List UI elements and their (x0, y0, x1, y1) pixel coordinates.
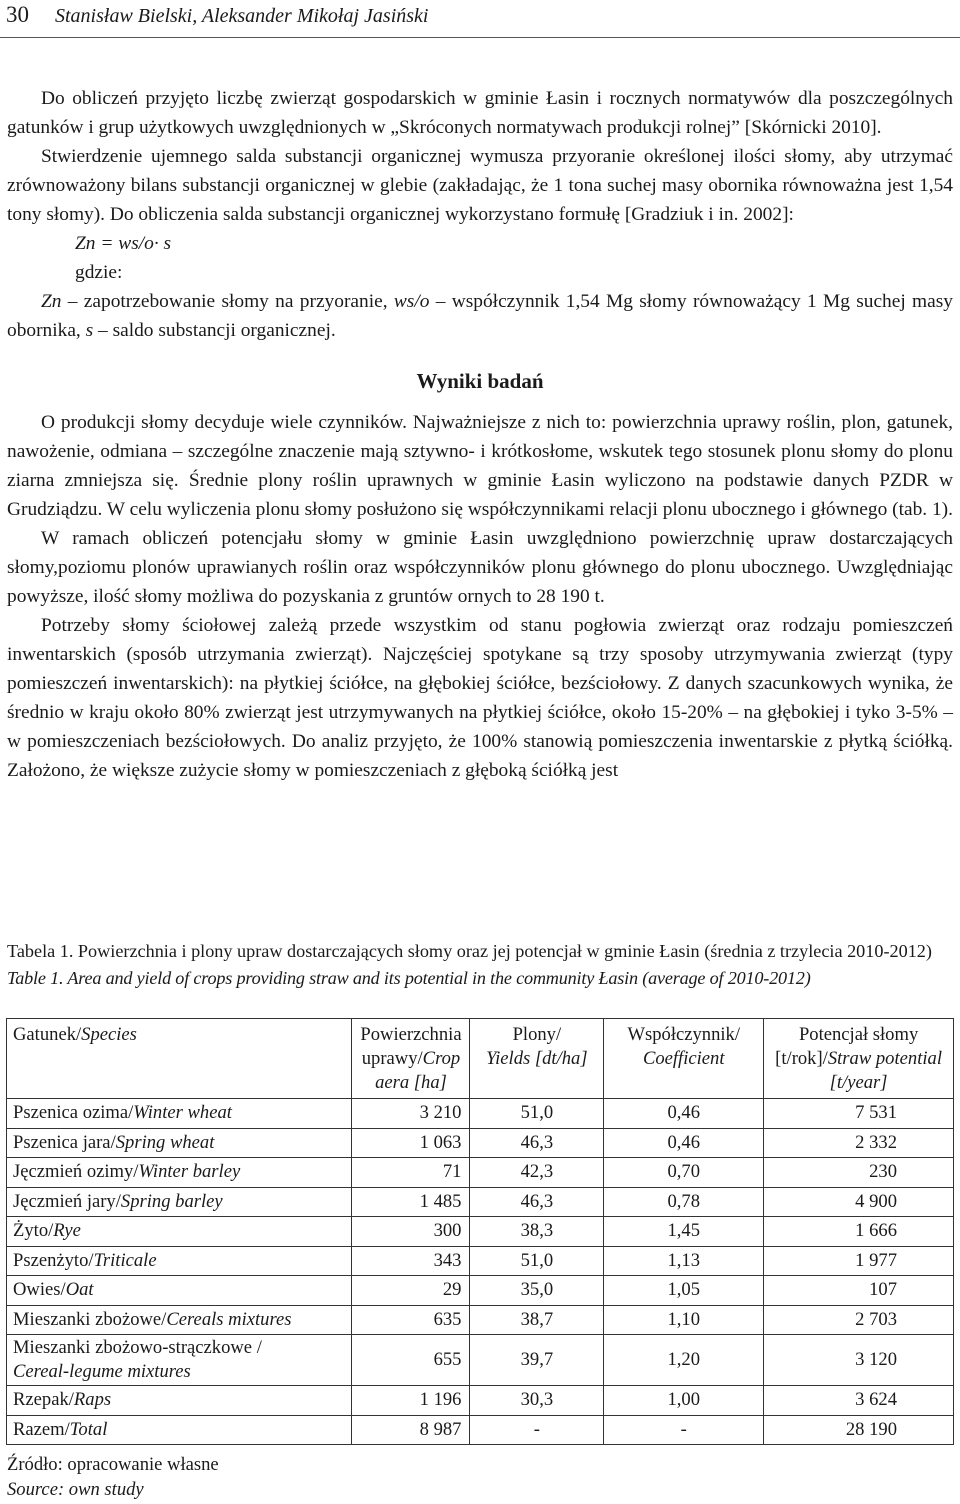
cell-area: 71 (352, 1158, 470, 1188)
definition-ws-o: – współczynnik 1,54 Mg słomy równoważący 1 Mg suchej masy obornika, (7, 291, 953, 341)
cell-yield: - (470, 1415, 604, 1445)
header-potential: Potencjał słomy [t/rok]/Straw potential [t/year] (764, 1019, 954, 1099)
cell-yield: 38,3 (470, 1217, 604, 1247)
cell-potential: 2 703 (764, 1305, 954, 1335)
table-row (7, 1158, 954, 1188)
table-row (7, 1187, 954, 1217)
table-row (7, 1246, 954, 1276)
paragraph-straw-potential: W ramach obliczeń potencjału słomy w gminie Łasin uwzględniono powierzchnię upraw dostarczających słomy,poziomu plonów uprawianych roślin oraz współczynników plonu głównego do plonu ubocznego. Uwzględniając powyższe, ilość słomy możliwa do pozyskania z gruntów ornych to 28 190 t. (7, 528, 953, 607)
table-row (7, 1305, 954, 1335)
cell-yield: 51,0 (470, 1099, 604, 1129)
cell-species: Mieszanki zbożowo-strączkowe / Cereal-legume mixtures (7, 1335, 352, 1386)
formula-definitions (7, 287, 953, 345)
cell-potential: 3 120 (764, 1335, 954, 1386)
page-number: 30 (6, 2, 29, 27)
cell-yield: 39,7 (470, 1335, 604, 1386)
formula-where-label: gdzie: (75, 262, 123, 283)
cell-coefficient: 0,46 (604, 1099, 764, 1129)
cell-species: Razem/Total (7, 1415, 352, 1445)
cell-potential: 3 624 (764, 1386, 954, 1416)
cell-species: Rzepak/Raps (7, 1386, 352, 1416)
table-row (7, 1276, 954, 1306)
cell-coefficient: 1,20 (604, 1335, 764, 1386)
symbol-s: s (85, 320, 94, 341)
header-coefficient: Współczynnik/ Coefficient (604, 1019, 764, 1099)
cell-species: Owies/Oat (7, 1276, 352, 1306)
paragraph-straw-factors: O produkcji słomy decyduje wiele czynników. Najważniejsze z nich to: powierzchnia uprawy roślin, plon, gatunek, nawożenie, odmiana – szczególne znaczenie mają sztywno- i krótkosłome, wskutek tego stosunek plonu słomy do plonu ziarna zmniejsza się. Średnie plony roślin uprawnych w gminie Łasin wyliczono na podstawie danych PZDR w Grudziądzu. W celu wyliczenia plonu słomy posłużono się współczynnikami relacji plonu ubocznego i głównego (tab. 1). (7, 412, 953, 520)
cell-coefficient: 0,78 (604, 1187, 764, 1217)
running-head-authors: Stanisław Bielski, Aleksander Mikołaj Jasiński (55, 5, 429, 27)
table-row (7, 1386, 954, 1416)
table-caption (7, 938, 955, 992)
symbol-zn: Zn (41, 291, 62, 312)
cell-area: 635 (352, 1305, 470, 1335)
cell-area: 343 (352, 1246, 470, 1276)
symbol-ws-o: ws/o (393, 291, 430, 312)
cell-species: Jęczmień jary/Spring barley (7, 1187, 352, 1217)
cell-potential: 4 900 (764, 1187, 954, 1217)
table-row (7, 1335, 954, 1386)
cell-coefficient: 1,00 (604, 1386, 764, 1416)
cell-potential: 2 332 (764, 1128, 954, 1158)
cell-area: 1 485 (352, 1187, 470, 1217)
cell-yield: 35,0 (470, 1276, 604, 1306)
cell-potential: 1 977 (764, 1246, 954, 1276)
cell-coefficient: 0,46 (604, 1128, 764, 1158)
table-row (7, 1099, 954, 1129)
table-caption-pl: Tabela 1. Powierzchnia i plony upraw dostarczających słomy oraz jej potencjał w gminie Łasin (średnia z trzylecia 2010-2012) (7, 941, 932, 961)
cell-area: 1 196 (352, 1386, 470, 1416)
section-heading: Wyniki badań (416, 369, 544, 393)
cell-area: 8 987 (352, 1415, 470, 1445)
table-header-row (7, 1019, 954, 1099)
cell-yield: 42,3 (470, 1158, 604, 1188)
paragraph-organic-balance: Stwierdzenie ujemnego salda substancji organicznej wymusza przyoranie określonej ilości słomy, aby utrzymać zrównoważony bilans substancji organicznej w glebie (zakładając, że 1 tona suchej masy obornika równoważna jest 1,54 tony słomy). Do obliczenia salda substancji organicznej wykorzystano formułę [Gradziuk i in. 2002]: (7, 146, 953, 225)
cell-potential: 107 (764, 1276, 954, 1306)
table-row-total (7, 1415, 954, 1445)
cell-yield: 51,0 (470, 1246, 604, 1276)
cell-potential: 7 531 (764, 1099, 954, 1129)
table-caption-en: Table 1. Area and yield of crops providing straw and its potential in the community Łasin (average of 2010-2012) (7, 968, 811, 988)
body-text (7, 84, 953, 785)
cell-potential: 28 190 (764, 1415, 954, 1445)
definition-zn: – zapotrzebowanie słomy na przyoranie, (61, 291, 394, 312)
cell-area: 1 063 (352, 1128, 470, 1158)
cell-coefficient: - (604, 1415, 764, 1445)
cell-yield: 30,3 (470, 1386, 604, 1416)
cell-potential: 230 (764, 1158, 954, 1188)
header-rule (0, 37, 960, 38)
cell-coefficient: 0,70 (604, 1158, 764, 1188)
cell-area: 29 (352, 1276, 470, 1306)
table-source (7, 1452, 607, 1502)
table-row (7, 1217, 954, 1247)
cell-species: Pszenica jara/Spring wheat (7, 1128, 352, 1158)
cell-species: Żyto/Rye (7, 1217, 352, 1247)
cell-yield: 46,3 (470, 1128, 604, 1158)
cell-coefficient: 1,10 (604, 1305, 764, 1335)
paragraph-normatives: Do obliczeń przyjęto liczbę zwierząt gospodarskich w gminie Łasin i rocznych normatywów dla poszczególnych gatunków i grup użytkowych uwzględnionych w „Skróconych normatywach produkcji rolnej” [Skórnicki 2010]. (7, 88, 953, 138)
header-yield: Plony/ Yields [dt/ha] (470, 1019, 604, 1099)
cell-area: 3 210 (352, 1099, 470, 1129)
crops-table (6, 1018, 954, 1445)
cell-area: 300 (352, 1217, 470, 1247)
running-head (6, 0, 960, 30)
cell-coefficient: 1,13 (604, 1246, 764, 1276)
cell-area: 655 (352, 1335, 470, 1386)
header-area: Powierzchnia uprawy/Crop aera [ha] (352, 1019, 470, 1099)
cell-species: Pszenica ozima/Winter wheat (7, 1099, 352, 1129)
cell-species: Mieszanki zbożowe/Cereals mixtures (7, 1305, 352, 1335)
source-pl: Źródło: opracowanie własne (7, 1454, 219, 1475)
cell-potential: 1 666 (764, 1217, 954, 1247)
cell-coefficient: 1,05 (604, 1276, 764, 1306)
cell-species: Jęczmień ozimy/Winter barley (7, 1158, 352, 1188)
paragraph-bedding-straw: Potrzeby słomy ściołowej zależą przede wszystkim od stanu pogłowia zwierząt oraz rodzaju pomieszczeń inwentarskich (sposób utrzymania zwierząt). Najczęściej spotykane są trzy sposoby utrzymywania zwierząt (typy pomieszczeń inwentarskich): na płytkiej ściółce, na głębokiej ściółce, bezściołowy. Z danych szacunkowych wynika, że średnio w kraju około 80% zwierząt jest utrzymywanych na płytkiej ściółce, około 15-20% – na głębokiej i tyko 3-5% – w pomieszczeniach bezściołowych. Do analiz przyjęto, że 100% stanowią pomieszczenia inwentarskie z płytką ściółką. Założono, że większe zużycie słomy w pomieszczeniach z głęboką ściółką jest (7, 615, 953, 781)
cell-yield: 38,7 (470, 1305, 604, 1335)
cell-coefficient: 1,45 (604, 1217, 764, 1247)
source-en: Source: own study (7, 1479, 144, 1500)
table-row (7, 1128, 954, 1158)
cell-yield: 46,3 (470, 1187, 604, 1217)
definition-s: – saldo substancji organicznej. (93, 320, 336, 341)
cell-species: Pszenżyto/Triticale (7, 1246, 352, 1276)
header-species: Gatunek/Species (7, 1019, 352, 1099)
formula: Zn = ws/o· s (75, 233, 172, 254)
